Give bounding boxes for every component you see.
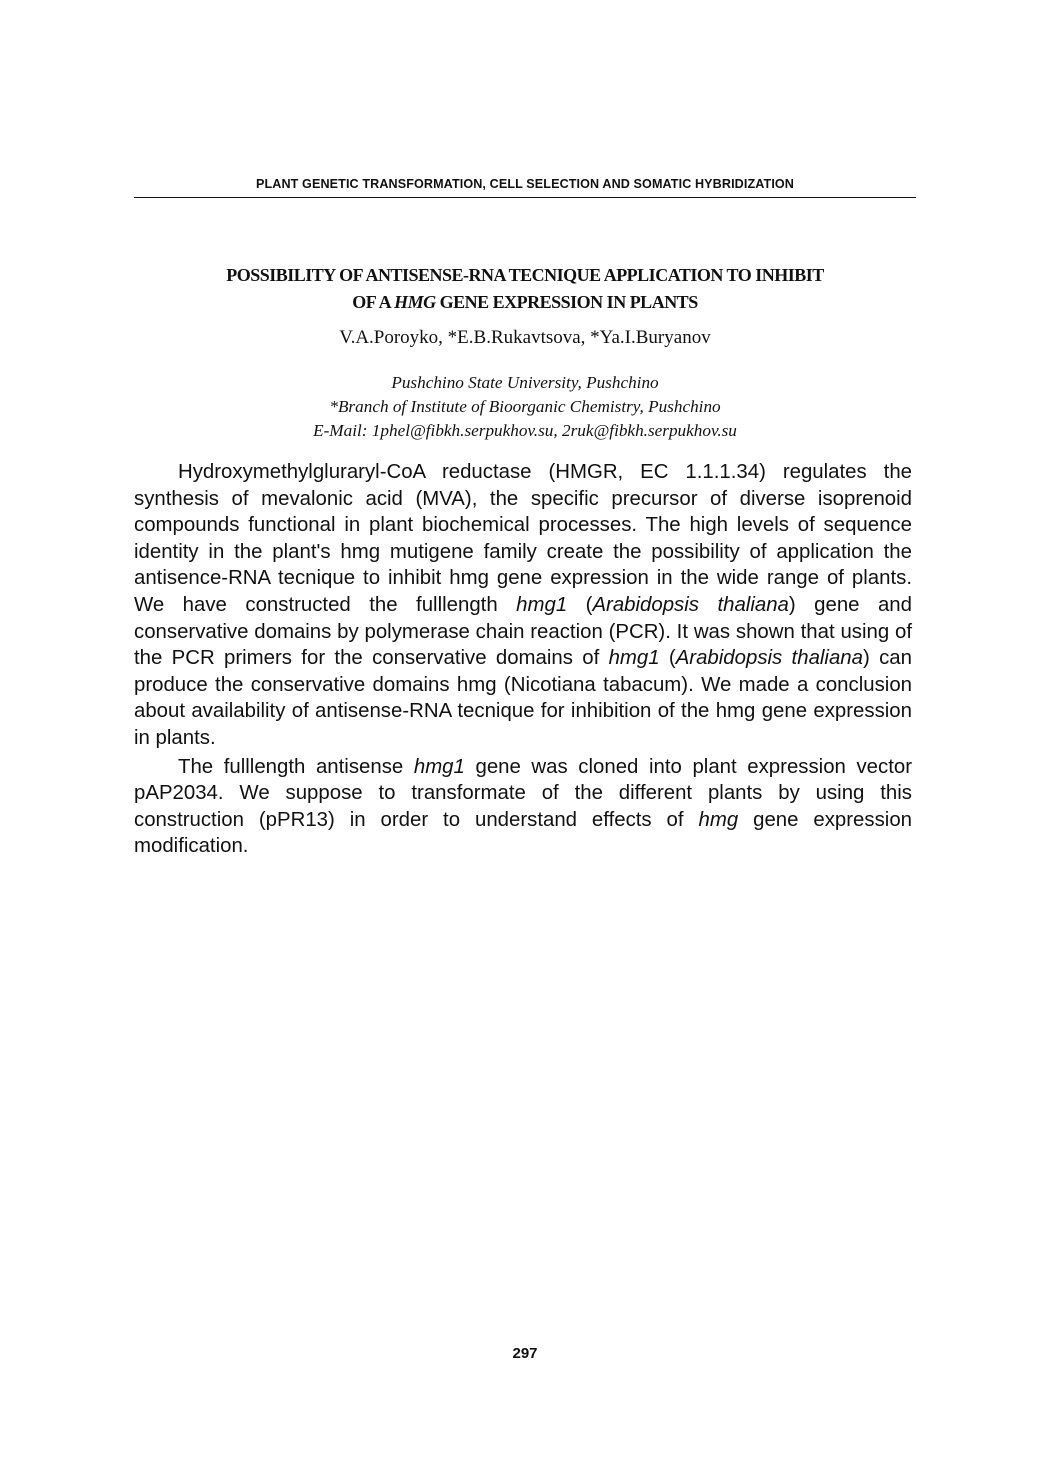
p2-text-2: gene was cloned into plant expression vector pAP2034. We suppose to transformate of the different plants by using this construction (pPR13) in order to understand effects of xyxy=(134,755,913,831)
p1-text-5: ) can produce the conservative domains hmg (Nicotiana tabacum). We made a conclusion about availability of antisense-RNA tecnique for inhibition of the hmg gene expression in plants. xyxy=(134,647,912,749)
affiliation-institute: *Branch of Institute of Bioorganic Chemistry, Pushchino xyxy=(329,397,721,416)
p2-text-1: The fulllength antisense xyxy=(178,755,414,778)
running-head: PLANT GENETIC TRANSFORMATION, CELL SELECTION AND SOMATIC HYBRIDIZATION xyxy=(255,177,795,191)
p1-gene-2: hmg1 xyxy=(608,647,660,670)
paragraph-1 xyxy=(134,459,912,752)
header-rule xyxy=(134,197,916,198)
p1-text-3: ) gene and conservative domains by polymerase chain reaction (PCR). It was shown that using of the PCR primers for the conservative domains of xyxy=(134,593,912,670)
affiliations xyxy=(134,371,916,443)
article-title xyxy=(134,262,916,316)
title-line-1: POSSIBILITY OF ANTISENSE-RNA TECNIQUE APPLICATION TO INHIBIT xyxy=(226,265,824,285)
p1-species-1: Arabidopsis thaliana xyxy=(592,593,789,616)
p1-gene-1: hmg1 xyxy=(516,593,568,616)
p1-text-4: ( xyxy=(659,647,676,670)
title-gene-name: HMG xyxy=(394,292,436,312)
p2-gene-2: hmg xyxy=(698,808,739,831)
contact-email: E-Mail: 1phel@fibkh.serpukhov.su, 2ruk@fibkh.serpukhov.su xyxy=(313,421,737,440)
affiliation-university: Pushchino State University, Pushchino xyxy=(391,373,659,392)
p1-text-2: ( xyxy=(567,593,593,616)
author-list: V.A.Poroyko, *E.B.Rukavtsova, *Ya.I.Buryanov xyxy=(339,327,711,348)
title-line-2 xyxy=(134,289,916,316)
p1-text-1: Hydroxymethylgluraryl-CoA reductase (HMGR, EC 1.1.1.34) regulates the synthesis of mevalonic acid (MVA), the specific precursor of diverse isoprenoid compounds functional in plant biochemical processes. The high levels of sequence identity in the plant's hmg mutigene family create the possibility of application the antisence-RNA tecnique to inhibit hmg gene expression in the wide range of plants. We have constructed the fulllength xyxy=(134,461,912,616)
abstract-body xyxy=(134,459,912,860)
title-line-2-suffix: GENE EXPRESSION IN PLANTS xyxy=(435,292,698,312)
p1-species-2: Arabidopsis thaliana xyxy=(675,647,863,670)
p2-gene-1: hmg1 xyxy=(413,755,465,778)
p2-text-3: gene expression modification. xyxy=(134,808,912,858)
paragraph-2 xyxy=(134,754,912,860)
page-number: 297 xyxy=(512,1345,538,1362)
title-line-2-prefix: OF A xyxy=(352,292,395,312)
